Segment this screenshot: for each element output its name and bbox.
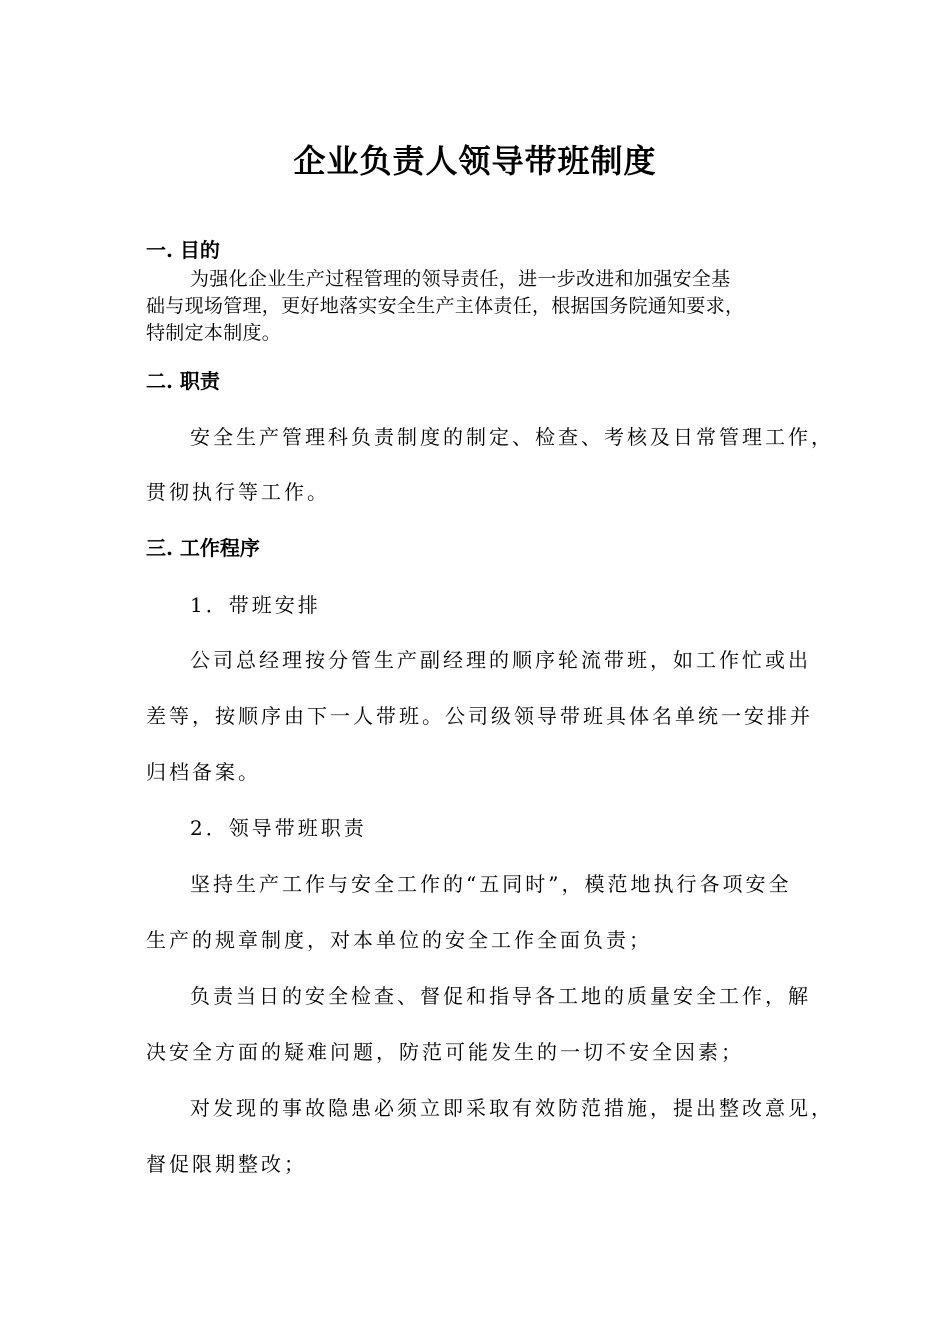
section-heading-duties: 二. 职责 <box>146 369 220 393</box>
section-heading-purpose: 一. 目的 <box>146 238 220 262</box>
paragraph-line: 决安全方面的疑难问题，防范可能发生的一切不安全因素； <box>146 1040 744 1064</box>
paragraph-line: 公司总经理按分管生产副经理的顺序轮流带班，如工作忙或出 <box>190 648 811 672</box>
paragraph-line: 差等，按顺序由下一人带班。公司级领导带班具体名单统一安排并 <box>146 704 813 728</box>
paragraph-line: 对发现的事故隐患必须立即采取有效防范措施，提出整改意见， <box>190 1096 834 1120</box>
subheading-line: 1．带班安排 <box>190 593 321 617</box>
paragraph-line: 为强化企业生产过程管理的领导责任，进一步改进和加强安全基 <box>190 268 731 290</box>
paragraph-line: 生产的规章制度，对本单位的安全工作全面负责； <box>146 928 652 952</box>
paragraph-line: 础与现场管理，更好地落实安全生产主体责任，根据国务院通知要求， <box>146 295 745 317</box>
subheading-line: 2．领导带班职责 <box>190 816 367 840</box>
paragraph-line: 负责当日的安全检查、督促和指导各工地的质量安全工作，解 <box>190 984 811 1008</box>
paragraph-line: 特制定本制度。 <box>146 322 282 344</box>
paragraph-line: 贯彻执行等工作。 <box>146 480 330 504</box>
paragraph-line: 坚持生产工作与安全工作的“五同时”，模范地执行各项安全 <box>190 872 792 896</box>
paragraph-line: 督促限期整改； <box>146 1152 307 1176</box>
paragraph-line: 归档备案。 <box>146 760 261 784</box>
paragraph-line: 安全生产管理科负责制度的制定、检查、考核及日常管理工作， <box>190 425 834 449</box>
page-title: 企业负责人领导带班制度 <box>293 142 657 180</box>
section-heading-procedure: 三. 工作程序 <box>146 536 260 560</box>
